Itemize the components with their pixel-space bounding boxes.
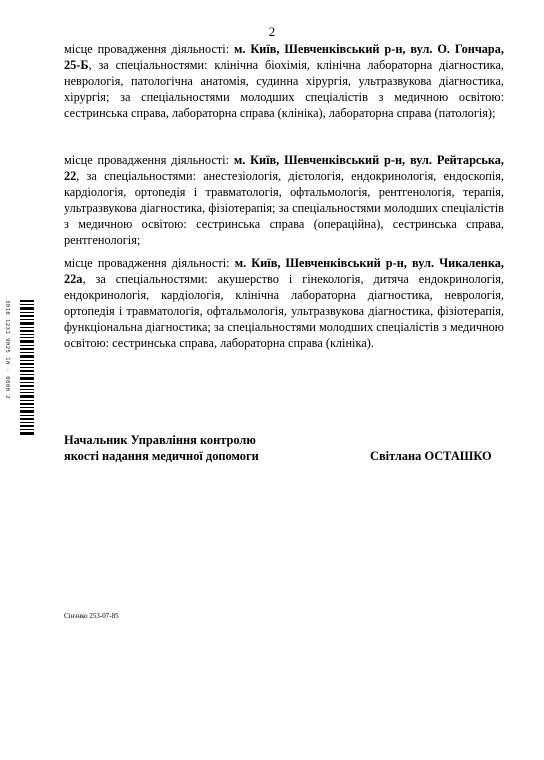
paragraph-lead: місце провадження діяльності: xyxy=(64,256,235,270)
signatory-title xyxy=(64,432,259,464)
signatory-name: Світлана ОСТАШКО xyxy=(370,449,492,463)
signatory-title-line-1: Начальник Управління контролю xyxy=(64,433,256,447)
paragraph-location-3 xyxy=(64,255,504,351)
signatory-title-line-2: якості надання медичної допомоги xyxy=(64,449,259,463)
paragraph-body: , за спеціальностями: анестезіологія, дієтологія, ендокринологія, ендоскопія, кардіологія, ортопедія і травматологія, офтальмологія, рентгенологія, терапія, ультразвукова діагностика, фізіотерапія; за спеціальностями молодших спеціалістів з медичною освітою: сестринська справа (операційна), сестринська справа, рентгенологія; xyxy=(64,169,504,247)
address-bold: м. Київ, Шевченківський р-н, вул. О. Гончара, 25-Б xyxy=(64,42,504,72)
paragraph-body: , за спеціальностями: клінічна біохімія, клінічна лабораторна діагностика, неврологія, патологічна анатомія, судинна хірургія, ультразвукова діагностика, хірургія; за спеціальностями молодших спеціалістів з медичною освітою: сестринська справа, лабораторна справа (клініка), лабораторна справа (патологія); xyxy=(64,58,504,120)
paragraph-body: , за спеціальностями: акушерство і гінекологія, дитяча ендокринологія, ендокринологія, кардіологія, клінічна лабораторна діагностика, неврологія, ортопедія і травматологія, офтальмологія, ультразвукова діагностика, фізіотерапія, функціональна діагностика; за спеціальностями молодших спеціалістів з медичною освітою: сестринська справа, лабораторна справа (клініка). xyxy=(64,272,504,350)
address-bold: м. Київ, Шевченківський р-н, вул. Рейтарська, 22 xyxy=(64,153,504,183)
barcode-icon xyxy=(8,298,36,438)
address-bold: м. Київ, Шевченківський р-н, вул. Чикаленка, 22а xyxy=(64,256,504,286)
page-number: 2 xyxy=(268,24,276,39)
barcode-number: 3010 1231 9025 10 · 0000 2 xyxy=(4,300,10,400)
paragraph-location-2 xyxy=(64,152,504,248)
paragraph-location-1 xyxy=(64,41,504,121)
paragraph-lead: місце провадження діяльності: xyxy=(64,42,235,56)
footer-code: Сінэнко 253-07-85 xyxy=(64,612,119,620)
paragraph-lead: місце провадження діяльності: xyxy=(64,153,234,167)
